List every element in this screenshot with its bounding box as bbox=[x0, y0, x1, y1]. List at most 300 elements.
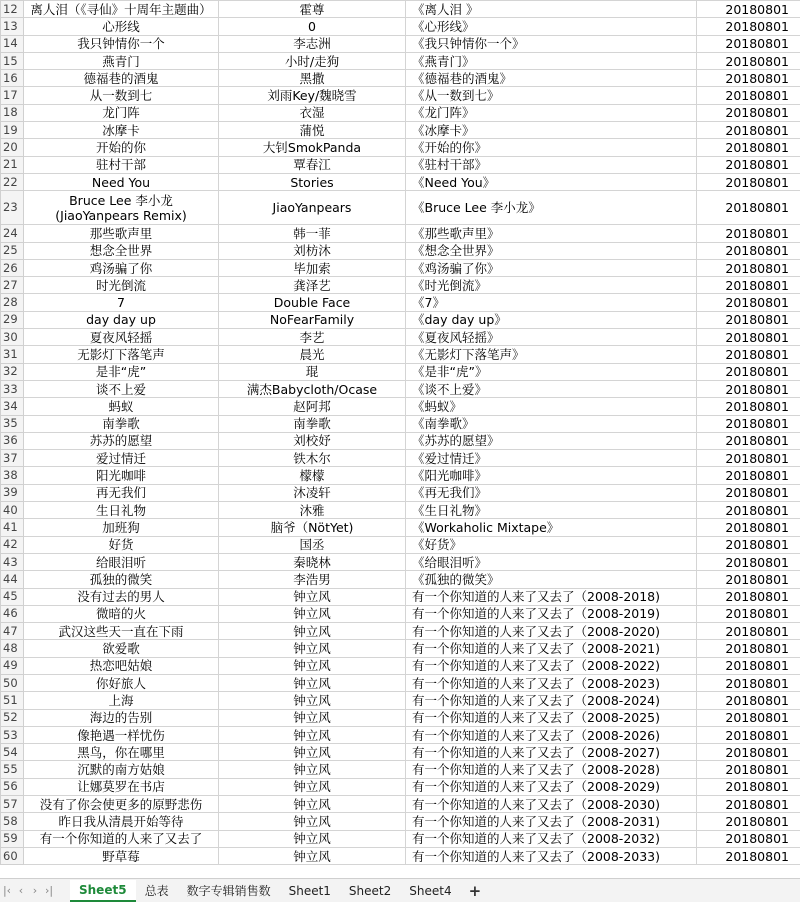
cell-song[interactable]: 龙门阵 bbox=[24, 104, 219, 121]
cell-song[interactable]: 从一数到七 bbox=[24, 87, 219, 104]
cell-song[interactable]: 心形线 bbox=[24, 18, 219, 35]
cell-artist[interactable]: 钟立风 bbox=[219, 709, 406, 726]
cell-song[interactable]: 我只钟情你一个 bbox=[24, 35, 219, 52]
cell-song[interactable]: 再无我们 bbox=[24, 484, 219, 501]
cell-album[interactable]: 《开始的你》 bbox=[406, 139, 697, 156]
cell-album[interactable]: 《无影灯下落笔声》 bbox=[406, 346, 697, 363]
cell-album[interactable]: 《Workaholic Mixtape》 bbox=[406, 519, 697, 536]
tab-sheet[interactable]: Sheet1 bbox=[280, 880, 340, 902]
table-row bbox=[1, 311, 800, 328]
cell-song[interactable]: 阳光咖啡 bbox=[24, 467, 219, 484]
cell-date[interactable]: 20180801 bbox=[697, 191, 800, 225]
tab-sheet[interactable]: Sheet2 bbox=[340, 880, 400, 902]
row-header[interactable]: 55 bbox=[1, 761, 24, 778]
table-row bbox=[1, 380, 800, 397]
row-header[interactable]: 43 bbox=[1, 553, 24, 570]
row-header[interactable]: 23 bbox=[1, 191, 24, 225]
cell-artist[interactable]: 大钊SmokPanda bbox=[219, 139, 406, 156]
cell-song[interactable]: 南拳歌 bbox=[24, 415, 219, 432]
cell-album[interactable]: 《爱过情迁》 bbox=[406, 450, 697, 467]
cell-artist[interactable]: 南拳歌 bbox=[219, 415, 406, 432]
row-header[interactable]: 17 bbox=[1, 87, 24, 104]
cell-date[interactable]: 20180801 bbox=[697, 415, 800, 432]
cell-date[interactable]: 20180801 bbox=[697, 726, 800, 743]
cell-artist[interactable]: 衣湿 bbox=[219, 104, 406, 121]
cell-artist[interactable]: 刘枋沐 bbox=[219, 242, 406, 259]
cell-date[interactable]: 20180801 bbox=[697, 450, 800, 467]
cell-album[interactable]: 《德福巷的酒鬼》 bbox=[406, 70, 697, 87]
cell-artist[interactable]: 钟立风 bbox=[219, 761, 406, 778]
add-sheet-button[interactable]: + bbox=[461, 882, 490, 900]
cell-artist[interactable]: 龚泽艺 bbox=[219, 277, 406, 294]
row-header[interactable]: 36 bbox=[1, 432, 24, 449]
cell-album[interactable]: 有一个你知道的人来了又去了（2008-2032) bbox=[406, 830, 697, 847]
cell-song[interactable]: day day up bbox=[24, 311, 219, 328]
cell-artist[interactable]: 脑爷（NötYet) bbox=[219, 519, 406, 536]
cell-song[interactable]: 上海 bbox=[24, 692, 219, 709]
table-row bbox=[1, 450, 800, 467]
cell-artist[interactable]: 钟立风 bbox=[219, 813, 406, 830]
cell-date[interactable]: 20180801 bbox=[697, 536, 800, 553]
cell-date[interactable]: 20180801 bbox=[697, 1, 800, 18]
row-header[interactable]: 57 bbox=[1, 796, 24, 813]
cell-song[interactable]: 7 bbox=[24, 294, 219, 311]
row-header[interactable]: 34 bbox=[1, 398, 24, 415]
cell-album[interactable]: 《给眼泪听》 bbox=[406, 553, 697, 570]
table-row bbox=[1, 761, 800, 778]
cell-date[interactable]: 20180801 bbox=[697, 329, 800, 346]
table-row bbox=[1, 398, 800, 415]
next-sheet-icon[interactable]: › bbox=[28, 884, 42, 897]
cell-song[interactable]: 无影灯下落笔声 bbox=[24, 346, 219, 363]
cell-artist[interactable]: 钟立风 bbox=[219, 640, 406, 657]
table-row bbox=[1, 259, 800, 276]
cell-song[interactable]: 沉默的南方姑娘 bbox=[24, 761, 219, 778]
cell-date[interactable]: 20180801 bbox=[697, 225, 800, 242]
table-row bbox=[1, 139, 800, 156]
table-row bbox=[1, 294, 800, 311]
cell-date[interactable]: 20180801 bbox=[697, 830, 800, 847]
cell-album[interactable]: 有一个你知道的人来了又去了（2008-2027) bbox=[406, 744, 697, 761]
cell-artist[interactable]: 钟立风 bbox=[219, 657, 406, 674]
table-row bbox=[1, 605, 800, 622]
cell-date[interactable]: 20180801 bbox=[697, 398, 800, 415]
cell-date[interactable]: 20180801 bbox=[697, 35, 800, 52]
table-row bbox=[1, 432, 800, 449]
cell-album[interactable]: 《从一数到七》 bbox=[406, 87, 697, 104]
cell-artist[interactable]: Double Face bbox=[219, 294, 406, 311]
table-row bbox=[1, 329, 800, 346]
cell-artist[interactable]: 钟立风 bbox=[219, 778, 406, 795]
row-header[interactable]: 25 bbox=[1, 242, 24, 259]
tab-sheet[interactable]: Sheet5 bbox=[70, 880, 136, 902]
cell-song[interactable]: 武汉这些天一直在下雨 bbox=[24, 623, 219, 640]
row-header[interactable]: 28 bbox=[1, 294, 24, 311]
prev-sheet-icon[interactable]: ‹ bbox=[14, 884, 28, 897]
cell-date[interactable]: 20180801 bbox=[697, 761, 800, 778]
cell-date[interactable]: 20180801 bbox=[697, 623, 800, 640]
cell-album[interactable]: 有一个你知道的人来了又去了（2008-2022) bbox=[406, 657, 697, 674]
cell-date[interactable]: 20180801 bbox=[697, 173, 800, 190]
cell-artist[interactable]: 钟立风 bbox=[219, 726, 406, 743]
cell-song[interactable]: 黑鸟，你在哪里 bbox=[24, 744, 219, 761]
cell-song[interactable]: 热恋吧姑娘 bbox=[24, 657, 219, 674]
table-row bbox=[1, 242, 800, 259]
table-row bbox=[1, 502, 800, 519]
cell-album[interactable]: 有一个你知道的人来了又去了（2008-2018) bbox=[406, 588, 697, 605]
cell-artist[interactable]: 李浩男 bbox=[219, 571, 406, 588]
cell-song[interactable]: 像艳遇一样忧伤 bbox=[24, 726, 219, 743]
cell-song[interactable]: 有一个你知道的人来了又去了 bbox=[24, 830, 219, 847]
row-header[interactable]: 46 bbox=[1, 605, 24, 622]
cell-album[interactable]: 有一个你知道的人来了又去了（2008-2020) bbox=[406, 623, 697, 640]
table-row bbox=[1, 778, 800, 795]
cell-artist[interactable]: 钟立风 bbox=[219, 830, 406, 847]
row-header[interactable]: 30 bbox=[1, 329, 24, 346]
cell-album[interactable]: 《心形线》 bbox=[406, 18, 697, 35]
table-row bbox=[1, 692, 800, 709]
cell-artist[interactable]: 霍尊 bbox=[219, 1, 406, 18]
table-row bbox=[1, 415, 800, 432]
cell-song[interactable]: 那些歌声里 bbox=[24, 225, 219, 242]
cell-artist[interactable]: 晨光 bbox=[219, 346, 406, 363]
cell-song[interactable]: 鸡汤骗了你 bbox=[24, 259, 219, 276]
table-row bbox=[1, 104, 800, 121]
cell-date[interactable]: 20180801 bbox=[697, 796, 800, 813]
cell-album[interactable]: 有一个你知道的人来了又去了（2008-2028) bbox=[406, 761, 697, 778]
table-row bbox=[1, 571, 800, 588]
cell-album[interactable]: 有一个你知道的人来了又去了（2008-2030) bbox=[406, 796, 697, 813]
row-header[interactable]: 13 bbox=[1, 18, 24, 35]
row-header[interactable]: 35 bbox=[1, 415, 24, 432]
cell-date[interactable]: 20180801 bbox=[697, 519, 800, 536]
cell-song[interactable]: 离人泪（《寻仙》十周年主题曲） bbox=[24, 1, 219, 18]
cell-artist[interactable]: 满杰Babycloth/Ocase bbox=[219, 380, 406, 397]
cell-date[interactable]: 20180801 bbox=[697, 432, 800, 449]
row-header[interactable]: 47 bbox=[1, 623, 24, 640]
row-header[interactable]: 18 bbox=[1, 104, 24, 121]
cell-song[interactable]: 生日礼物 bbox=[24, 502, 219, 519]
table-row bbox=[1, 553, 800, 570]
cell-artist[interactable]: 蒲悦 bbox=[219, 122, 406, 139]
cell-album[interactable]: 《鸡汤骗了你》 bbox=[406, 259, 697, 276]
cell-artist[interactable]: 小时/走狗 bbox=[219, 52, 406, 69]
cell-song[interactable]: Bruce Lee 李小龙 (JiaoYanpears Remix) bbox=[24, 191, 219, 225]
cell-song[interactable]: 没有过去的男人 bbox=[24, 588, 219, 605]
table-row bbox=[1, 519, 800, 536]
cell-date[interactable]: 20180801 bbox=[697, 104, 800, 121]
cell-album[interactable]: 《我只钟情你一个》 bbox=[406, 35, 697, 52]
row-header[interactable]: 51 bbox=[1, 692, 24, 709]
cell-album[interactable]: 有一个你知道的人来了又去了（2008-2025) bbox=[406, 709, 697, 726]
cell-song[interactable]: 孤独的微笑 bbox=[24, 571, 219, 588]
row-header[interactable]: 37 bbox=[1, 450, 24, 467]
cell-album[interactable]: 有一个你知道的人来了又去了（2008-2021) bbox=[406, 640, 697, 657]
cell-date[interactable]: 20180801 bbox=[697, 640, 800, 657]
cell-artist[interactable]: 铁木尔 bbox=[219, 450, 406, 467]
cell-album[interactable]: 《是非“虎”》 bbox=[406, 363, 697, 380]
table-row bbox=[1, 156, 800, 173]
cell-artist[interactable]: Stories bbox=[219, 173, 406, 190]
cell-artist[interactable]: 钟立风 bbox=[219, 623, 406, 640]
row-header[interactable]: 20 bbox=[1, 139, 24, 156]
cell-date[interactable]: 20180801 bbox=[697, 657, 800, 674]
row-header[interactable]: 54 bbox=[1, 744, 24, 761]
row-header[interactable]: 26 bbox=[1, 259, 24, 276]
cell-date[interactable]: 20180801 bbox=[697, 52, 800, 69]
row-header[interactable]: 49 bbox=[1, 657, 24, 674]
cell-artist[interactable]: 沐凌轩 bbox=[219, 484, 406, 501]
cell-song[interactable]: 是非“虎” bbox=[24, 363, 219, 380]
cell-artist[interactable]: 毕加索 bbox=[219, 259, 406, 276]
row-header[interactable]: 38 bbox=[1, 467, 24, 484]
table-row bbox=[1, 35, 800, 52]
table-row bbox=[1, 122, 800, 139]
table-row bbox=[1, 744, 800, 761]
cell-artist[interactable]: 覃春江 bbox=[219, 156, 406, 173]
cell-album[interactable]: 《那些歌声里》 bbox=[406, 225, 697, 242]
cell-album[interactable]: 《生日礼物》 bbox=[406, 502, 697, 519]
row-header[interactable]: 45 bbox=[1, 588, 24, 605]
row-header[interactable]: 16 bbox=[1, 70, 24, 87]
cell-song[interactable]: 德福巷的酒鬼 bbox=[24, 70, 219, 87]
cell-artist[interactable]: 刘校妤 bbox=[219, 432, 406, 449]
cell-album[interactable]: 《蚂蚁》 bbox=[406, 398, 697, 415]
cell-album[interactable]: 有一个你知道的人来了又去了（2008-2024) bbox=[406, 692, 697, 709]
cell-artist[interactable]: 钟立风 bbox=[219, 847, 406, 864]
cell-artist[interactable]: JiaoYanpears bbox=[219, 191, 406, 225]
cell-artist[interactable]: 钟立风 bbox=[219, 796, 406, 813]
cell-date[interactable]: 20180801 bbox=[697, 571, 800, 588]
row-header[interactable]: 40 bbox=[1, 502, 24, 519]
row-header[interactable]: 31 bbox=[1, 346, 24, 363]
table-row bbox=[1, 536, 800, 553]
row-header[interactable]: 24 bbox=[1, 225, 24, 242]
cell-song[interactable]: 苏苏的愿望 bbox=[24, 432, 219, 449]
cell-date[interactable]: 20180801 bbox=[697, 139, 800, 156]
cell-artist[interactable]: 0 bbox=[219, 18, 406, 35]
table-row bbox=[1, 363, 800, 380]
cell-artist[interactable]: 李志洲 bbox=[219, 35, 406, 52]
cell-song[interactable]: 野草莓 bbox=[24, 847, 219, 864]
cell-artist[interactable]: 李艺 bbox=[219, 329, 406, 346]
cell-song[interactable]: 你好旅人 bbox=[24, 674, 219, 691]
cell-album[interactable]: 有一个你知道的人来了又去了（2008-2033) bbox=[406, 847, 697, 864]
table-row bbox=[1, 623, 800, 640]
cell-album[interactable]: 《离人泪 》 bbox=[406, 1, 697, 18]
cell-artist[interactable]: 韩一菲 bbox=[219, 225, 406, 242]
row-header[interactable]: 32 bbox=[1, 363, 24, 380]
cell-album[interactable]: 《苏苏的愿望》 bbox=[406, 432, 697, 449]
table-row bbox=[1, 173, 800, 190]
table-row bbox=[1, 225, 800, 242]
cell-song[interactable]: 昨日我从清晨开始等待 bbox=[24, 813, 219, 830]
cell-date[interactable]: 20180801 bbox=[697, 674, 800, 691]
cell-date[interactable]: 20180801 bbox=[697, 18, 800, 35]
table-row bbox=[1, 87, 800, 104]
cell-date[interactable]: 20180801 bbox=[697, 294, 800, 311]
row-header[interactable]: 19 bbox=[1, 122, 24, 139]
cell-artist[interactable]: 黑撒 bbox=[219, 70, 406, 87]
cell-artist[interactable]: 钟立风 bbox=[219, 744, 406, 761]
first-sheet-icon[interactable]: |‹ bbox=[0, 884, 14, 897]
cell-date[interactable]: 20180801 bbox=[697, 259, 800, 276]
cell-album[interactable]: 《再无我们》 bbox=[406, 484, 697, 501]
cell-song[interactable]: 欲爱歌 bbox=[24, 640, 219, 657]
cell-date[interactable]: 20180801 bbox=[697, 778, 800, 795]
cell-artist[interactable]: 沐雅 bbox=[219, 502, 406, 519]
cell-album[interactable]: 有一个你知道的人来了又去了（2008-2031) bbox=[406, 813, 697, 830]
table-row bbox=[1, 588, 800, 605]
table-row bbox=[1, 484, 800, 501]
cell-album[interactable]: 《冰摩卡》 bbox=[406, 122, 697, 139]
cell-song[interactable]: 驻村干部 bbox=[24, 156, 219, 173]
row-header[interactable]: 33 bbox=[1, 380, 24, 397]
table-row bbox=[1, 191, 800, 225]
cell-song[interactable]: 爱过情迁 bbox=[24, 450, 219, 467]
cell-album[interactable]: 《燕青门》 bbox=[406, 52, 697, 69]
row-header[interactable]: 29 bbox=[1, 311, 24, 328]
cell-date[interactable]: 20180801 bbox=[697, 813, 800, 830]
cell-date[interactable]: 20180801 bbox=[697, 692, 800, 709]
table-row bbox=[1, 640, 800, 657]
row-header[interactable]: 58 bbox=[1, 813, 24, 830]
row-header[interactable]: 39 bbox=[1, 484, 24, 501]
row-header[interactable]: 56 bbox=[1, 778, 24, 795]
table-row bbox=[1, 709, 800, 726]
tab-sheet[interactable]: Sheet4 bbox=[400, 880, 460, 902]
table-row bbox=[1, 346, 800, 363]
cell-date[interactable]: 20180801 bbox=[697, 709, 800, 726]
row-header[interactable]: 41 bbox=[1, 519, 24, 536]
cell-song[interactable]: 微暗的火 bbox=[24, 605, 219, 622]
cell-date[interactable]: 20180801 bbox=[697, 70, 800, 87]
cell-date[interactable]: 20180801 bbox=[697, 605, 800, 622]
cell-song[interactable]: 燕青门 bbox=[24, 52, 219, 69]
cell-date[interactable]: 20180801 bbox=[697, 311, 800, 328]
cell-date[interactable]: 20180801 bbox=[697, 346, 800, 363]
cell-date[interactable]: 20180801 bbox=[697, 502, 800, 519]
cell-song[interactable]: 冰摩卡 bbox=[24, 122, 219, 139]
cell-album[interactable]: 《阳光咖啡》 bbox=[406, 467, 697, 484]
row-header[interactable]: 60 bbox=[1, 847, 24, 864]
cell-date[interactable]: 20180801 bbox=[697, 380, 800, 397]
cell-album[interactable]: 《Need You》 bbox=[406, 173, 697, 190]
cell-song[interactable]: 夏夜风轻摇 bbox=[24, 329, 219, 346]
cell-album[interactable]: 有一个你知道的人来了又去了（2008-2019) bbox=[406, 605, 697, 622]
cell-album[interactable]: 《day day up》 bbox=[406, 311, 697, 328]
table-row bbox=[1, 1, 800, 18]
row-header[interactable]: 52 bbox=[1, 709, 24, 726]
cell-album[interactable]: 有一个你知道的人来了又去了（2008-2029) bbox=[406, 778, 697, 795]
sheet-tab-bar bbox=[0, 878, 800, 902]
cell-song[interactable]: 谈不上爱 bbox=[24, 380, 219, 397]
cell-song[interactable]: 给眼泪听 bbox=[24, 553, 219, 570]
cell-song[interactable]: 没有了你会使更多的原野悲伤 bbox=[24, 796, 219, 813]
row-header[interactable]: 12 bbox=[1, 1, 24, 18]
cell-artist[interactable]: NoFearFamily bbox=[219, 311, 406, 328]
cell-date[interactable]: 20180801 bbox=[697, 467, 800, 484]
row-header[interactable]: 22 bbox=[1, 173, 24, 190]
cell-date[interactable]: 20180801 bbox=[697, 242, 800, 259]
row-header[interactable]: 44 bbox=[1, 571, 24, 588]
cell-album[interactable]: 《龙门阵》 bbox=[406, 104, 697, 121]
row-header[interactable]: 15 bbox=[1, 52, 24, 69]
row-header[interactable]: 42 bbox=[1, 536, 24, 553]
cell-artist[interactable]: 国丞 bbox=[219, 536, 406, 553]
table-row bbox=[1, 847, 800, 864]
row-header[interactable]: 59 bbox=[1, 830, 24, 847]
cell-date[interactable]: 20180801 bbox=[697, 363, 800, 380]
cell-album[interactable]: 《想念全世界》 bbox=[406, 242, 697, 259]
cell-artist[interactable]: 钟立风 bbox=[219, 692, 406, 709]
row-header[interactable]: 27 bbox=[1, 277, 24, 294]
cell-date[interactable]: 20180801 bbox=[697, 277, 800, 294]
cell-artist[interactable]: 钟立风 bbox=[219, 605, 406, 622]
cell-date[interactable]: 20180801 bbox=[697, 847, 800, 864]
cell-album[interactable]: 《孤独的微笑》 bbox=[406, 571, 697, 588]
cell-song[interactable]: 让娜莫罗在书店 bbox=[24, 778, 219, 795]
cell-song[interactable]: Need You bbox=[24, 173, 219, 190]
row-header[interactable]: 48 bbox=[1, 640, 24, 657]
cell-album[interactable]: 《谈不上爱》 bbox=[406, 380, 697, 397]
table-row bbox=[1, 70, 800, 87]
cell-artist[interactable]: 刘雨Key/魏晓雪 bbox=[219, 87, 406, 104]
row-header[interactable]: 14 bbox=[1, 35, 24, 52]
cell-artist[interactable]: 檬檬 bbox=[219, 467, 406, 484]
cell-album[interactable]: 《夏夜风轻摇》 bbox=[406, 329, 697, 346]
cell-artist[interactable]: 秦晓林 bbox=[219, 553, 406, 570]
row-header[interactable]: 53 bbox=[1, 726, 24, 743]
cell-date[interactable]: 20180801 bbox=[697, 553, 800, 570]
table-row bbox=[1, 796, 800, 813]
cell-date[interactable]: 20180801 bbox=[697, 588, 800, 605]
cell-date[interactable]: 20180801 bbox=[697, 87, 800, 104]
cell-song[interactable]: 好货 bbox=[24, 536, 219, 553]
cell-album[interactable]: 《驻村干部》 bbox=[406, 156, 697, 173]
row-header[interactable]: 50 bbox=[1, 674, 24, 691]
table-row bbox=[1, 813, 800, 830]
cell-date[interactable]: 20180801 bbox=[697, 484, 800, 501]
cell-album[interactable]: 《7》 bbox=[406, 294, 697, 311]
cell-artist[interactable]: 赵阿邦 bbox=[219, 398, 406, 415]
cell-album[interactable]: 《好货》 bbox=[406, 536, 697, 553]
cell-date[interactable]: 20180801 bbox=[697, 156, 800, 173]
cell-date[interactable]: 20180801 bbox=[697, 122, 800, 139]
cell-song[interactable]: 想念全世界 bbox=[24, 242, 219, 259]
last-sheet-icon[interactable]: ›| bbox=[42, 884, 56, 897]
cell-album[interactable]: 有一个你知道的人来了又去了（2008-2026) bbox=[406, 726, 697, 743]
cell-artist[interactable]: 琨 bbox=[219, 363, 406, 380]
cell-date[interactable]: 20180801 bbox=[697, 744, 800, 761]
table-row bbox=[1, 674, 800, 691]
tab-sheet[interactable]: 数字专辑销售数 bbox=[178, 880, 280, 902]
table-row bbox=[1, 657, 800, 674]
cell-song[interactable]: 开始的你 bbox=[24, 139, 219, 156]
cell-album[interactable]: 有一个你知道的人来了又去了（2008-2023) bbox=[406, 674, 697, 691]
cell-album[interactable]: 《南拳歌》 bbox=[406, 415, 697, 432]
cell-song[interactable]: 时光倒流 bbox=[24, 277, 219, 294]
cell-album[interactable]: 《Bruce Lee 李小龙》 bbox=[406, 191, 697, 225]
cell-artist[interactable]: 钟立风 bbox=[219, 674, 406, 691]
cell-song[interactable]: 海边的告别 bbox=[24, 709, 219, 726]
cell-artist[interactable]: 钟立风 bbox=[219, 588, 406, 605]
tab-sheet[interactable]: 总表 bbox=[136, 880, 178, 902]
row-header[interactable]: 21 bbox=[1, 156, 24, 173]
cell-song[interactable]: 蚂蚁 bbox=[24, 398, 219, 415]
cell-album[interactable]: 《时光倒流》 bbox=[406, 277, 697, 294]
cell-song[interactable]: 加班狗 bbox=[24, 519, 219, 536]
